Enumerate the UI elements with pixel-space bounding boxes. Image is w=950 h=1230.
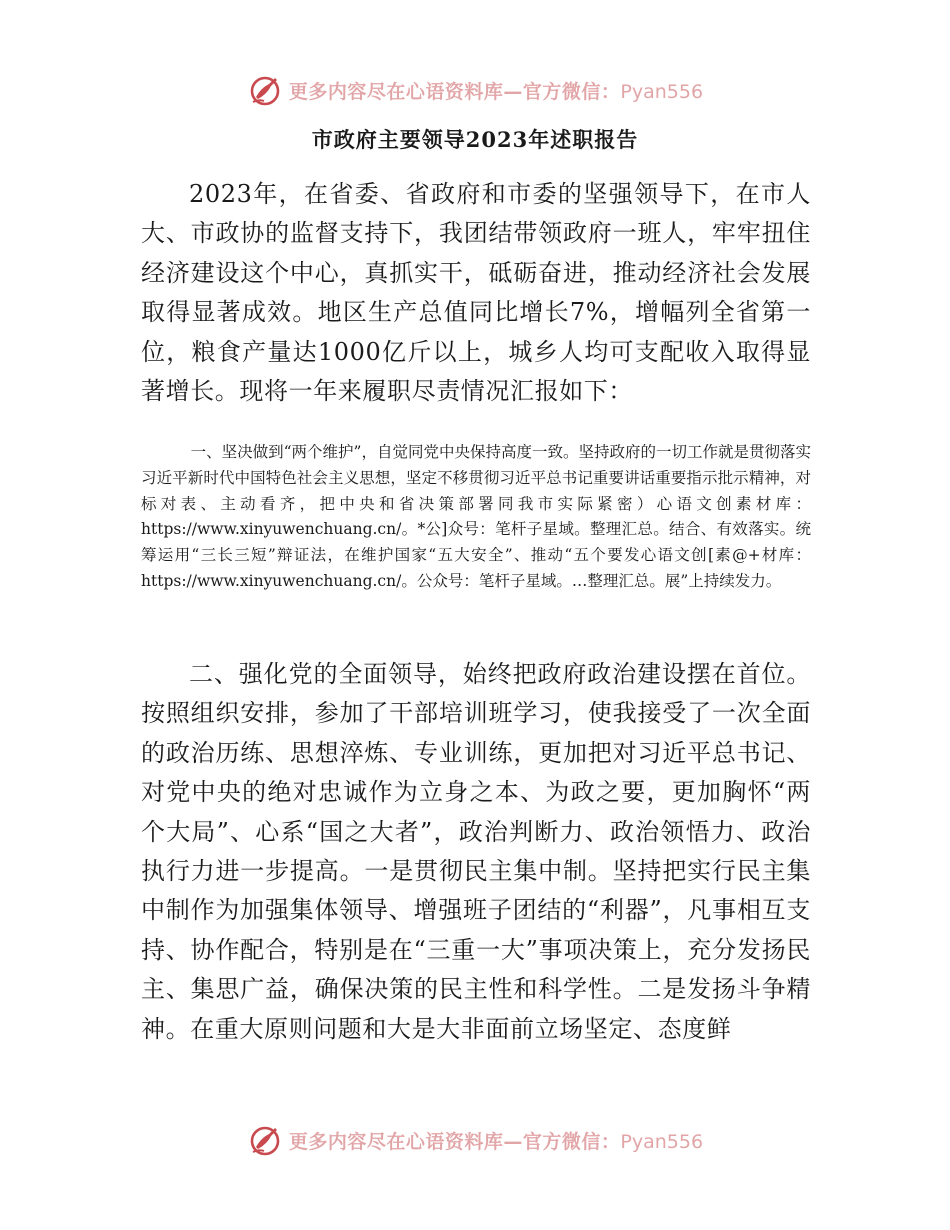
watermark-text: 更多内容尽在心语资料库—官方微信： <box>288 1130 621 1153</box>
paragraph-section-1: 一、坚决做到“两个维护”，自觉同党中央保持高度一致。坚持政府的一切工作就是贯彻落实习近平新时代中国特色社会主义思想，坚定不移贯彻习近平总书记重要讲话重要指示批示精神，对标对表、主动看齐，把中央和省决策部署同我市实际紧密）心语文创素材库：https://www.xinyuwenchuang.cn/。*公]众号：笔杆子星域。整理汇总。结合、有效落实。统筹运用“三长三短”辩证法，在维护国家“五大安全”、推动“五个要发心语文创[素@+材库：https://www.xinyuwenchuang.cn/。公众号：笔杆子星域。…整理汇总。展”上持续发力。 <box>141 443 811 590</box>
paragraph-section-2: 二、强化党的全面领导，始终把政府政治建设摆在首位。按照组织安排，参加了干部培训班学习，使我接受了一次全面的政治历练、思想淬炼、专业训练，更加把对习近平总书记、对党中央的绝对忠诚作为立身之本、为政之要，更加胸怀“两个大局”、心系“国之大者”，政治判断力、政治领悟力、政治执行力进一步提高。一是贯彻民主集中制。坚持把实行民主集中制作为加强集体领导、增强班子团结的“利器”，凡事相互支持、协作配合，特别是在“三重一大”事项决策上，充分发扬民主、集思广益，确保决策的民主性和科学性。二是发扬斗争精神。在重大原则问题和大是大非面前立场坚定、态度鲜 <box>141 660 811 1043</box>
brush-pen-logo-icon <box>247 72 283 108</box>
brush-pen-logo-icon <box>247 1122 283 1158</box>
watermark-wechat-id: Pyan556 <box>620 80 704 103</box>
document-title: 市政府主要领导2023年述职报告 <box>311 127 639 152</box>
watermark-text: 更多内容尽在心语资料库—官方微信： <box>288 80 621 103</box>
watermark-footer <box>0 1120 950 1160</box>
paragraph-intro: 2023年，在省委、省政府和市委的坚强领导下，在市人大、市政协的监督支持下，我团结带领政府一班人，牢牢扭住经济建设这个中心，真抓实干，砥砺奋进，推动经济社会发展取得显著成效。地区生产总值同比增长7%，增幅列全省第一位，粮食产量达1000亿斤以上，城乡人均可支配收入取得显著增长。现将一年来履职尽责情况汇报如下： <box>141 180 811 406</box>
watermark-wechat-id: Pyan556 <box>620 1130 704 1153</box>
watermark-header <box>0 70 950 110</box>
